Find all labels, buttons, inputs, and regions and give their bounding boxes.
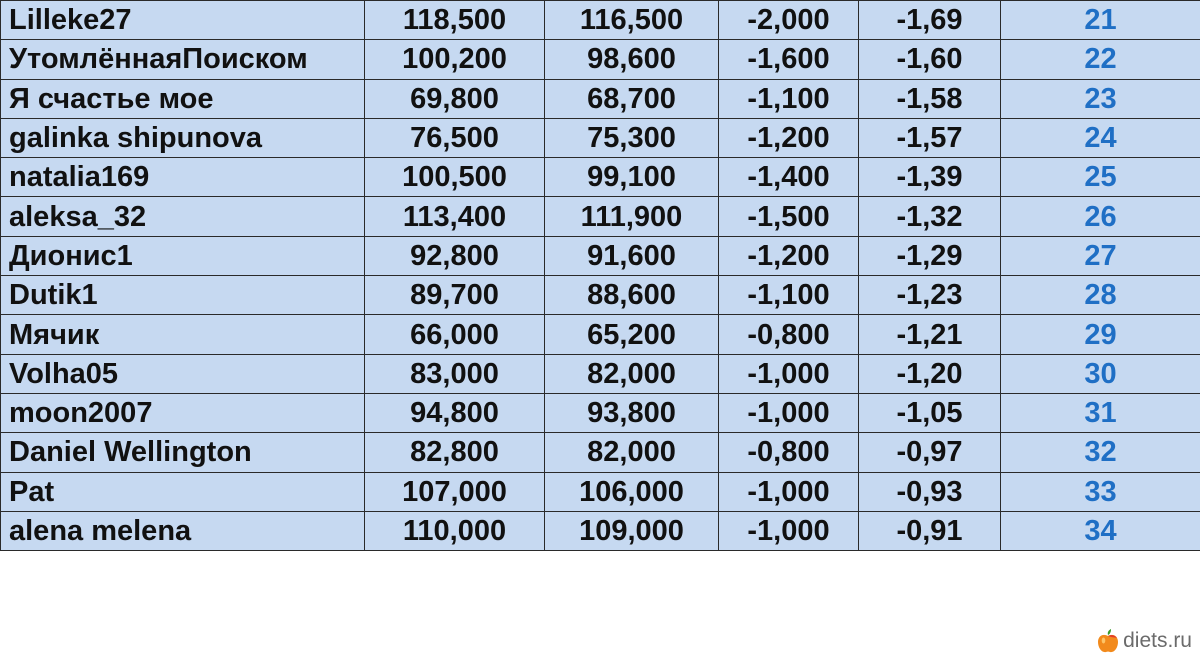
current-weight-cell[interactable]: 98,600 xyxy=(545,40,719,79)
difference-cell[interactable]: -0,800 xyxy=(719,433,859,472)
current-weight-cell[interactable]: 93,800 xyxy=(545,393,719,432)
current-weight-cell[interactable]: 106,000 xyxy=(545,472,719,511)
rank-cell[interactable]: 30 xyxy=(1001,354,1200,393)
name-cell[interactable]: Я счастье мое xyxy=(1,79,365,118)
name-cell[interactable]: Volha05 xyxy=(1,354,365,393)
name-cell[interactable]: Pat xyxy=(1,472,365,511)
percent-cell[interactable]: -0,97 xyxy=(859,433,1001,472)
name-cell[interactable]: УтомлённаяПоиском xyxy=(1,40,365,79)
table-row xyxy=(1,158,1200,197)
table-row xyxy=(1,315,1200,354)
difference-cell[interactable]: -2,000 xyxy=(719,1,859,40)
start-weight-cell[interactable]: 118,500 xyxy=(365,1,545,40)
name-cell[interactable]: aleksa_32 xyxy=(1,197,365,236)
current-weight-cell[interactable]: 65,200 xyxy=(545,315,719,354)
percent-cell[interactable]: -1,69 xyxy=(859,1,1001,40)
current-weight-cell[interactable]: 82,000 xyxy=(545,354,719,393)
name-cell[interactable]: Мячик xyxy=(1,315,365,354)
start-weight-cell[interactable]: 94,800 xyxy=(365,393,545,432)
table-row xyxy=(1,236,1200,275)
start-weight-cell[interactable]: 69,800 xyxy=(365,79,545,118)
rank-cell[interactable]: 25 xyxy=(1001,158,1200,197)
name-cell[interactable]: galinka shipunova xyxy=(1,118,365,157)
current-weight-cell[interactable]: 88,600 xyxy=(545,276,719,315)
start-weight-cell[interactable]: 76,500 xyxy=(365,118,545,157)
rank-cell[interactable]: 26 xyxy=(1001,197,1200,236)
table-row xyxy=(1,1,1200,40)
start-weight-cell[interactable]: 66,000 xyxy=(365,315,545,354)
percent-cell[interactable]: -1,20 xyxy=(859,354,1001,393)
difference-cell[interactable]: -1,100 xyxy=(719,276,859,315)
start-weight-cell[interactable]: 107,000 xyxy=(365,472,545,511)
start-weight-cell[interactable]: 110,000 xyxy=(365,511,545,550)
percent-cell[interactable]: -0,91 xyxy=(859,511,1001,550)
table-row xyxy=(1,118,1200,157)
watermark xyxy=(1097,629,1192,653)
name-cell[interactable]: natalia169 xyxy=(1,158,365,197)
percent-cell[interactable]: -1,57 xyxy=(859,118,1001,157)
rank-cell[interactable]: 27 xyxy=(1001,236,1200,275)
name-cell[interactable]: Daniel Wellington xyxy=(1,433,365,472)
difference-cell[interactable]: -1,200 xyxy=(719,236,859,275)
percent-cell[interactable]: -1,39 xyxy=(859,158,1001,197)
apple-logo-icon xyxy=(1097,629,1119,653)
table-row xyxy=(1,79,1200,118)
name-cell[interactable]: Lilleke27 xyxy=(1,1,365,40)
table-row xyxy=(1,393,1200,432)
start-weight-cell[interactable]: 82,800 xyxy=(365,433,545,472)
difference-cell[interactable]: -1,600 xyxy=(719,40,859,79)
current-weight-cell[interactable]: 91,600 xyxy=(545,236,719,275)
difference-cell[interactable]: -1,500 xyxy=(719,197,859,236)
table-row xyxy=(1,40,1200,79)
table-body xyxy=(1,1,1200,551)
percent-cell[interactable]: -1,32 xyxy=(859,197,1001,236)
rank-cell[interactable]: 21 xyxy=(1001,1,1200,40)
percent-cell[interactable]: -1,23 xyxy=(859,276,1001,315)
difference-cell[interactable]: -1,000 xyxy=(719,472,859,511)
table-row xyxy=(1,511,1200,550)
start-weight-cell[interactable]: 100,200 xyxy=(365,40,545,79)
current-weight-cell[interactable]: 75,300 xyxy=(545,118,719,157)
rank-cell[interactable]: 34 xyxy=(1001,511,1200,550)
percent-cell[interactable]: -0,93 xyxy=(859,472,1001,511)
start-weight-cell[interactable]: 113,400 xyxy=(365,197,545,236)
watermark-text: diets.ru xyxy=(1123,629,1192,652)
rank-cell[interactable]: 22 xyxy=(1001,40,1200,79)
current-weight-cell[interactable]: 111,900 xyxy=(545,197,719,236)
table-row xyxy=(1,472,1200,511)
difference-cell[interactable]: -0,800 xyxy=(719,315,859,354)
current-weight-cell[interactable]: 109,000 xyxy=(545,511,719,550)
rank-cell[interactable]: 33 xyxy=(1001,472,1200,511)
table-row xyxy=(1,354,1200,393)
current-weight-cell[interactable]: 68,700 xyxy=(545,79,719,118)
current-weight-cell[interactable]: 82,000 xyxy=(545,433,719,472)
rank-cell[interactable]: 23 xyxy=(1001,79,1200,118)
name-cell[interactable]: moon2007 xyxy=(1,393,365,432)
table-row xyxy=(1,276,1200,315)
percent-cell[interactable]: -1,05 xyxy=(859,393,1001,432)
rank-cell[interactable]: 29 xyxy=(1001,315,1200,354)
start-weight-cell[interactable]: 100,500 xyxy=(365,158,545,197)
difference-cell[interactable]: -1,000 xyxy=(719,511,859,550)
rank-cell[interactable]: 28 xyxy=(1001,276,1200,315)
percent-cell[interactable]: -1,60 xyxy=(859,40,1001,79)
start-weight-cell[interactable]: 89,700 xyxy=(365,276,545,315)
rank-cell[interactable]: 24 xyxy=(1001,118,1200,157)
current-weight-cell[interactable]: 116,500 xyxy=(545,1,719,40)
name-cell[interactable]: Дионис1 xyxy=(1,236,365,275)
name-cell[interactable]: alena melena xyxy=(1,511,365,550)
rank-cell[interactable]: 31 xyxy=(1001,393,1200,432)
difference-cell[interactable]: -1,100 xyxy=(719,79,859,118)
table-row xyxy=(1,197,1200,236)
name-cell[interactable]: Dutik1 xyxy=(1,276,365,315)
table-row xyxy=(1,433,1200,472)
percent-cell[interactable]: -1,29 xyxy=(859,236,1001,275)
difference-cell[interactable]: -1,400 xyxy=(719,158,859,197)
start-weight-cell[interactable]: 92,800 xyxy=(365,236,545,275)
difference-cell[interactable]: -1,200 xyxy=(719,118,859,157)
difference-cell[interactable]: -1,000 xyxy=(719,393,859,432)
percent-cell[interactable]: -1,21 xyxy=(859,315,1001,354)
start-weight-cell[interactable]: 83,000 xyxy=(365,354,545,393)
current-weight-cell[interactable]: 99,100 xyxy=(545,158,719,197)
percent-cell[interactable]: -1,58 xyxy=(859,79,1001,118)
rank-cell[interactable]: 32 xyxy=(1001,433,1200,472)
difference-cell[interactable]: -1,000 xyxy=(719,354,859,393)
